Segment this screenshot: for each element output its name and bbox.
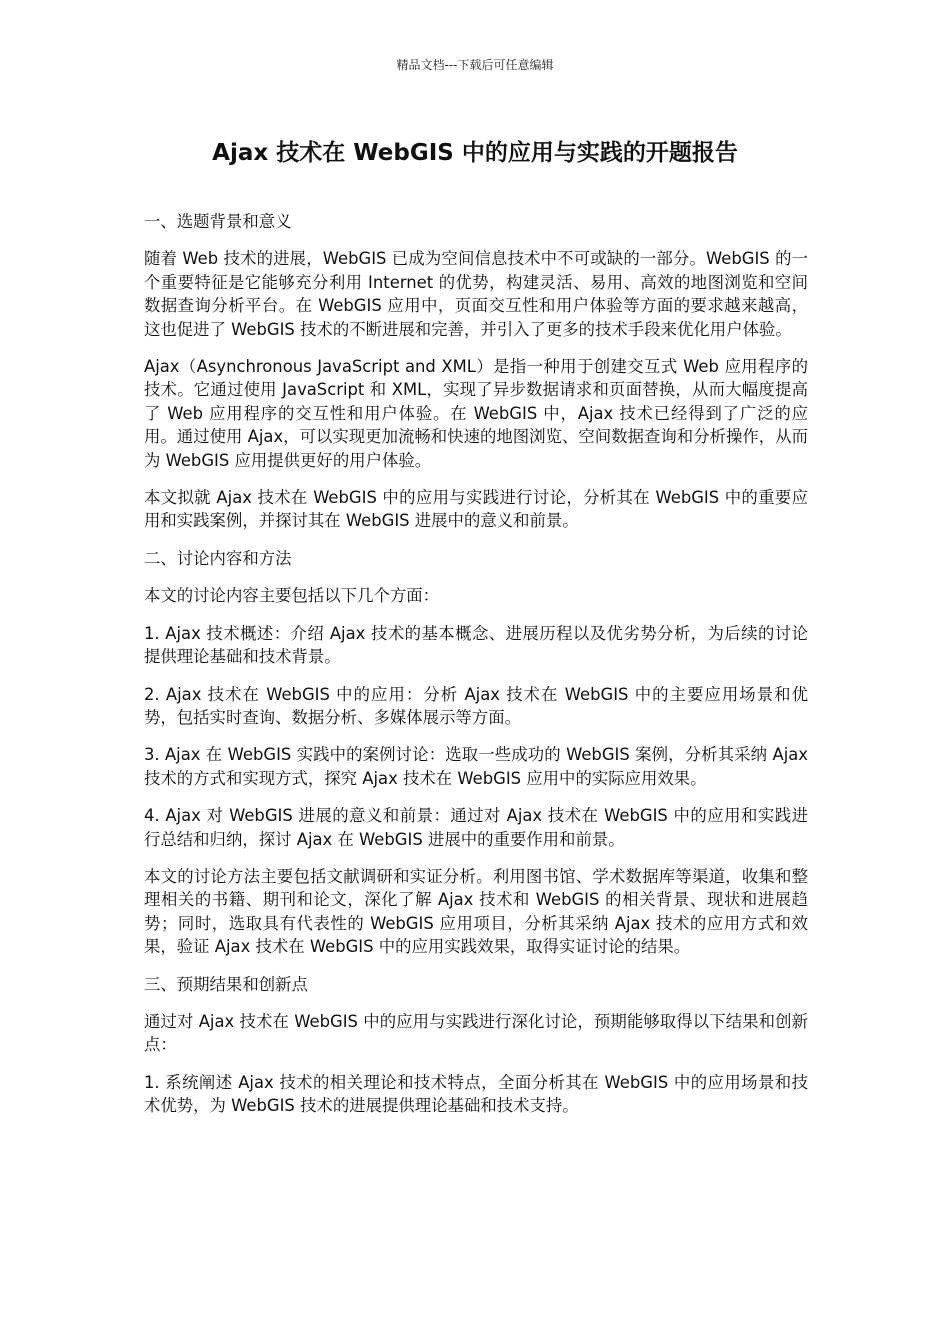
list-item: 4. Ajax 对 WebGIS 进展的意义和前景：通过对 Ajax 技术在 WebGIS 中的应用和实践进行总结和归纳，探讨 Ajax 在 WebGIS 进展中的重要作用和前景。 [144, 806, 808, 849]
body-paragraph: 通过对 Ajax 技术在 WebGIS 中的应用与实践进行深化讨论，预期能够取得以下结果和创新点： [144, 1011, 808, 1055]
list-item: 1. 系统阐述 Ajax 技术的相关理论和技术特点，全面分析其在 WebGIS 中的应用场景和技术优势，为 WebGIS 技术的进展提供理论基础和技术支持。 [144, 1072, 808, 1116]
section-heading-3: 三、预期结果和创新点 [144, 974, 308, 994]
body-paragraph: 本文的讨论内容主要包括以下几个方面： [144, 586, 440, 606]
body-paragraph: 本文拟就 Ajax 技术在 WebGIS 中的应用与实践进行讨论，分析其在 WebGIS 中的重要应用和实践案例，并探讨其在 WebGIS 进展中的意义和前景。 [144, 488, 808, 531]
body-paragraph: 本文的讨论方法主要包括文献调研和实证分析。利用图书馆、学术数据库等渠道，收集和整理相关的书籍、期刊和论文，深化了解 Ajax 技术和 WebGIS 的相关背景、现状和进展趋势；同时，选取具有代表性的 WebGIS 应用项目，分析其采纳 Ajax 技术的应用方式和效果，验证 Ajax 技术在 WebGIS 中的应用实践效果，取得实证讨论的结果。 [144, 866, 808, 957]
list-item: 2. Ajax 技术在 WebGIS 中的应用：分析 Ajax 技术在 WebGIS 中的主要应用场景和优势，包括实时查询、数据分析、多媒体展示等方面。 [144, 684, 808, 727]
section-heading-2: 二、讨论内容和方法 [144, 548, 292, 568]
body-paragraph: Ajax（Asynchronous JavaScript and XML）是指一种用于创建交互式 Web 应用程序的技术。它通过使用 JavaScript 和 XML，实现了异步数据请求和页面替换，从而大幅度提高了 Web 应用程序的交互性和用户体验。在 WebGIS 中，Ajax 技术已经得到了广泛的应用。通过使用 Ajax，可以实现更加流畅和快速的地图浏览、空间数据查询和分析操作，从而为 WebGIS 应用提供更好的用户体验。 [144, 357, 808, 470]
header-note: 精品文档---下载后可任意编辑 [396, 58, 554, 72]
body-paragraph: 随着 Web 技术的进展，WebGIS 已成为空间信息技术中不可或缺的一部分。WebGIS 的一个重要特征是它能够充分利用 Internet 的优势，构建灵活、易用、高效的地图浏览和空间数据查询分析平台。在 WebGIS 应用中，页面交互性和用户体验等方面的要求越来越高，这也促进了 WebGIS 技术的不断进展和完善，并引入了更多的技术手段来优化用户体验。 [144, 249, 808, 339]
document-title: Ajax 技术在 WebGIS 中的应用与实践的开题报告 [212, 140, 738, 166]
section-heading-1: 一、选题背景和意义 [144, 212, 292, 231]
list-item: 3. Ajax 在 WebGIS 实践中的案例讨论：选取一些成功的 WebGIS 案例，分析其采纳 Ajax 技术的方式和实现方式，探究 Ajax 技术在 WebGIS 应用中的实际应用效果。 [144, 745, 808, 788]
document-body [144, 210, 808, 1132]
list-item: 1. Ajax 技术概述：介绍 Ajax 技术的基本概念、进展历程以及优劣势分析，为后续的讨论提供理论基础和技术背景。 [144, 623, 808, 667]
